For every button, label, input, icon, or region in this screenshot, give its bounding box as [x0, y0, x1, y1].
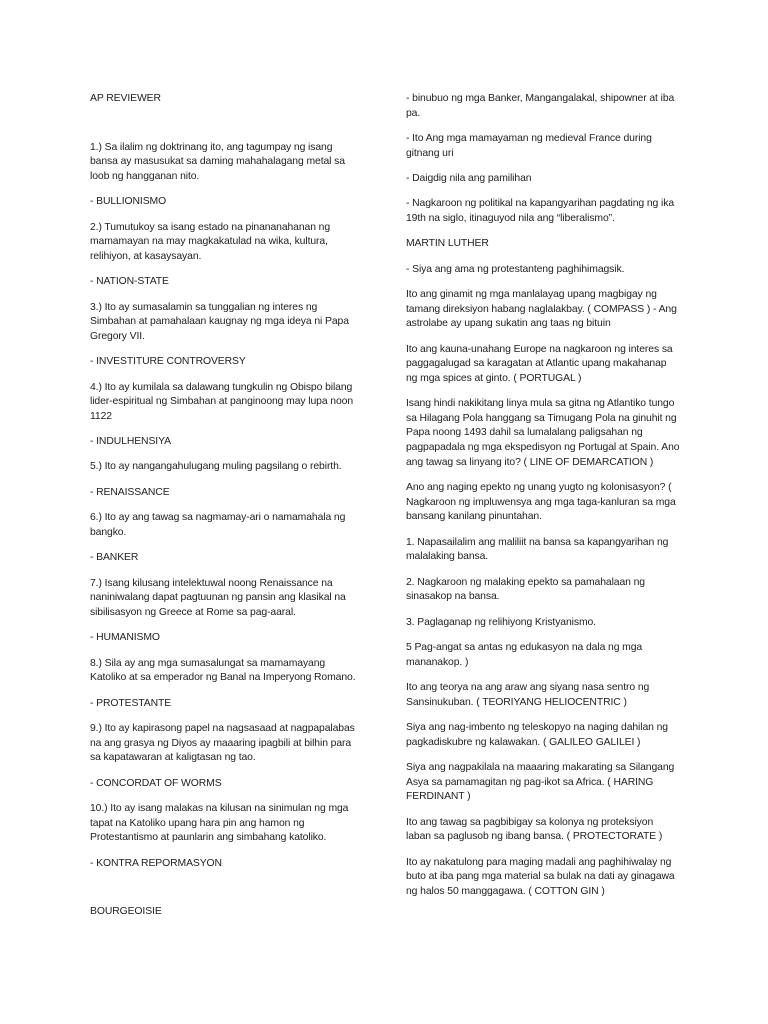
paragraph: 2.) Tumutukoy sa isang estado na pinananahanan ng mamamayan na may magkakatulad na wika, kultura, relihiyon, at kasaysayan. — [90, 221, 331, 262]
answer: - INDULHENSIYA — [90, 436, 171, 448]
answer: - BANKER — [90, 552, 139, 564]
document-title: AP REVIEWER — [90, 93, 161, 104]
paragraph: Ano ang naging epekto ng unang yugto ng kolonisasyon? ( Nagkaroon ng impluwensya ang mga taga-kanluran sa mga bansang kanilang pinuntahan. — [406, 482, 676, 523]
paragraph: 7.) Isang kilusang intelektuwal noong Renaissance na naniniwalang dapat pagtuunan ng pansin ang klasikal na sibilisasyon ng Greece at Rome sa pag-aaral. — [90, 577, 346, 618]
paragraph: 3.) Ito ay sumasalamin sa tunggalian ng interes ng Simbahan at pamahalaan kaugnay ng mga ideya ni Papa Gregory VII. — [90, 301, 349, 342]
list-item: 2. Nagkaroon ng malaking epekto sa pamahalaan ng sinasakop na bansa. — [406, 576, 645, 603]
answer: - CONCORDAT OF WORMS — [90, 777, 222, 789]
section-heading: MARTIN LUTHER — [406, 238, 489, 250]
answer: - HUMANISMO — [90, 632, 160, 644]
paragraph: 6.) Ito ay ang tawag sa nagmamay-ari o namamahala ng bangko. — [90, 512, 346, 538]
paragraph: 1.) Sa ilalim ng doktrinang ito, ang tagumpay ng isang bansa ay masusukat sa daming mahahalagang metal sa loob ng hangganan nito. — [90, 141, 345, 182]
list-item: 3. Paglaganap ng relihiyong Kristyanismo. — [406, 616, 596, 628]
section-heading: BOURGEOISIE — [90, 906, 162, 918]
paragraph: Ito ay nakatulong para maging madali ang paghihiwalay ng buto at iba pang mga material sa bulak na dati ay ginagawa ng halos 50 manggagawa. ( COTTON GIN ) — [406, 856, 675, 897]
answer: - RENAISSANCE — [90, 486, 170, 498]
paragraph: 10.) Ito ay isang malakas na kilusan na sinimulan ng mga tapat na Katoliko upang hara pin ang hamon ng Protestantismo at paunlarin ang simbahang katoliko. — [90, 802, 349, 844]
paragraph: Ito ang kauna-unahang Europe na nagkaroon ng interes sa paggagalugad sa karagatan at Atlantic upang makahanap ng mga spices at ginto. ( PORTUGAL ) — [406, 343, 673, 384]
paragraph: Siya ang nagpakilala na maaaring makarating sa Silangang Asya sa pamamagitan ng pag-ikot sa Africa. ( HARING FERDINANT ) — [406, 761, 675, 803]
paragraph: - binubuo ng mga Banker, Mangangalakal, shipowner at iba pa. — [406, 93, 675, 119]
answer: - KONTRA REPORMASYON — [90, 857, 222, 869]
paragraph: 8.) Sila ay ang mga sumasalungat sa mamamayang Katoliko at sa emperador ng Banal na Imperyong Romano. — [90, 657, 356, 684]
right-column — [406, 92, 680, 910]
answer: - BULLIONISMO — [90, 196, 167, 208]
paragraph: Siya ang nag-imbento ng teleskopyo na naging dahilan ng pagkadiskubre ng kalawakan. ( GALILEO GALILEI ) — [406, 721, 668, 748]
answer: - NATION-STATE — [90, 276, 169, 288]
paragraph: 4.) Ito ay kumilala sa dalawang tungkulin ng Obispo bilang lider-espiritual ng Simbahan at panginoong may lupa noon 1122 — [90, 381, 354, 422]
paragraph: Isang hindi nakikitang linya mula sa gitna ng Atlantiko tungo sa Hilagang Pola hanggang sa Timugang Pola na ginuhit ng Papa noong 1493 dahil sa lumalalang paligsahan ng pagpapadala ng mga ekspedisyon ng Portugal at Spain. Ano ang tawag sa linyang ito? ( LINE OF DEMARCATION ) — [406, 398, 680, 468]
paragraph: - Ito Ang mga mamayaman ng medieval France during gitnang uri — [406, 132, 652, 159]
list-item: 5 Pag-angat sa antas ng edukasyon na dala ng mga mananakop. ) — [406, 641, 643, 668]
left-column — [90, 92, 358, 931]
paragraph: - Daigdig nila ang pamilihan — [406, 172, 532, 184]
paragraph: Ito ang teorya na ang araw ang siyang nasa sentro ng Sansinukuban. ( TEORIYANG HELIOCENTRIC ) — [406, 681, 650, 708]
paragraph: - Siya ang ama ng protestanteng paghihimagsik. — [406, 263, 625, 275]
answer: - PROTESTANTE — [90, 697, 172, 709]
paragraph: - Nagkaroon ng politikal na kapangyarihan pagdating ng ika 19th na siglo, itinaguyod nila ang “liberalismo”. — [406, 198, 675, 224]
answer: - INVESTITURE CONTROVERSY — [90, 356, 246, 368]
paragraph: Ito ang tawag sa pagbibigay sa kolonya ng proteksiyon laban sa paglusob ng ibang bansa. ( PROTECTORATE ) — [406, 816, 663, 843]
paragraph: 9.) Ito ay kapirasong papel na nagsasaad at nagpapalabas na ang grasya ng Diyos ay maaaring ipagbili at bilhin para sa kapatawaran at kaligtasan ng tao. — [90, 722, 355, 764]
list-item: 1. Napasailalim ang maliliit na bansa sa kapangyarihan ng malalaking bansa. — [406, 536, 669, 563]
paragraph: 5.) Ito ay nangangahulugang muling pagsilang o rebirth. — [90, 461, 342, 473]
paragraph: Ito ang ginamit ng mga manlalayag upang magbigay ng tamang direksiyon habang naglalakbay. ( COMPASS ) - Ang astrolabe ay upang sukatin ang taas ng bituin — [406, 289, 677, 330]
